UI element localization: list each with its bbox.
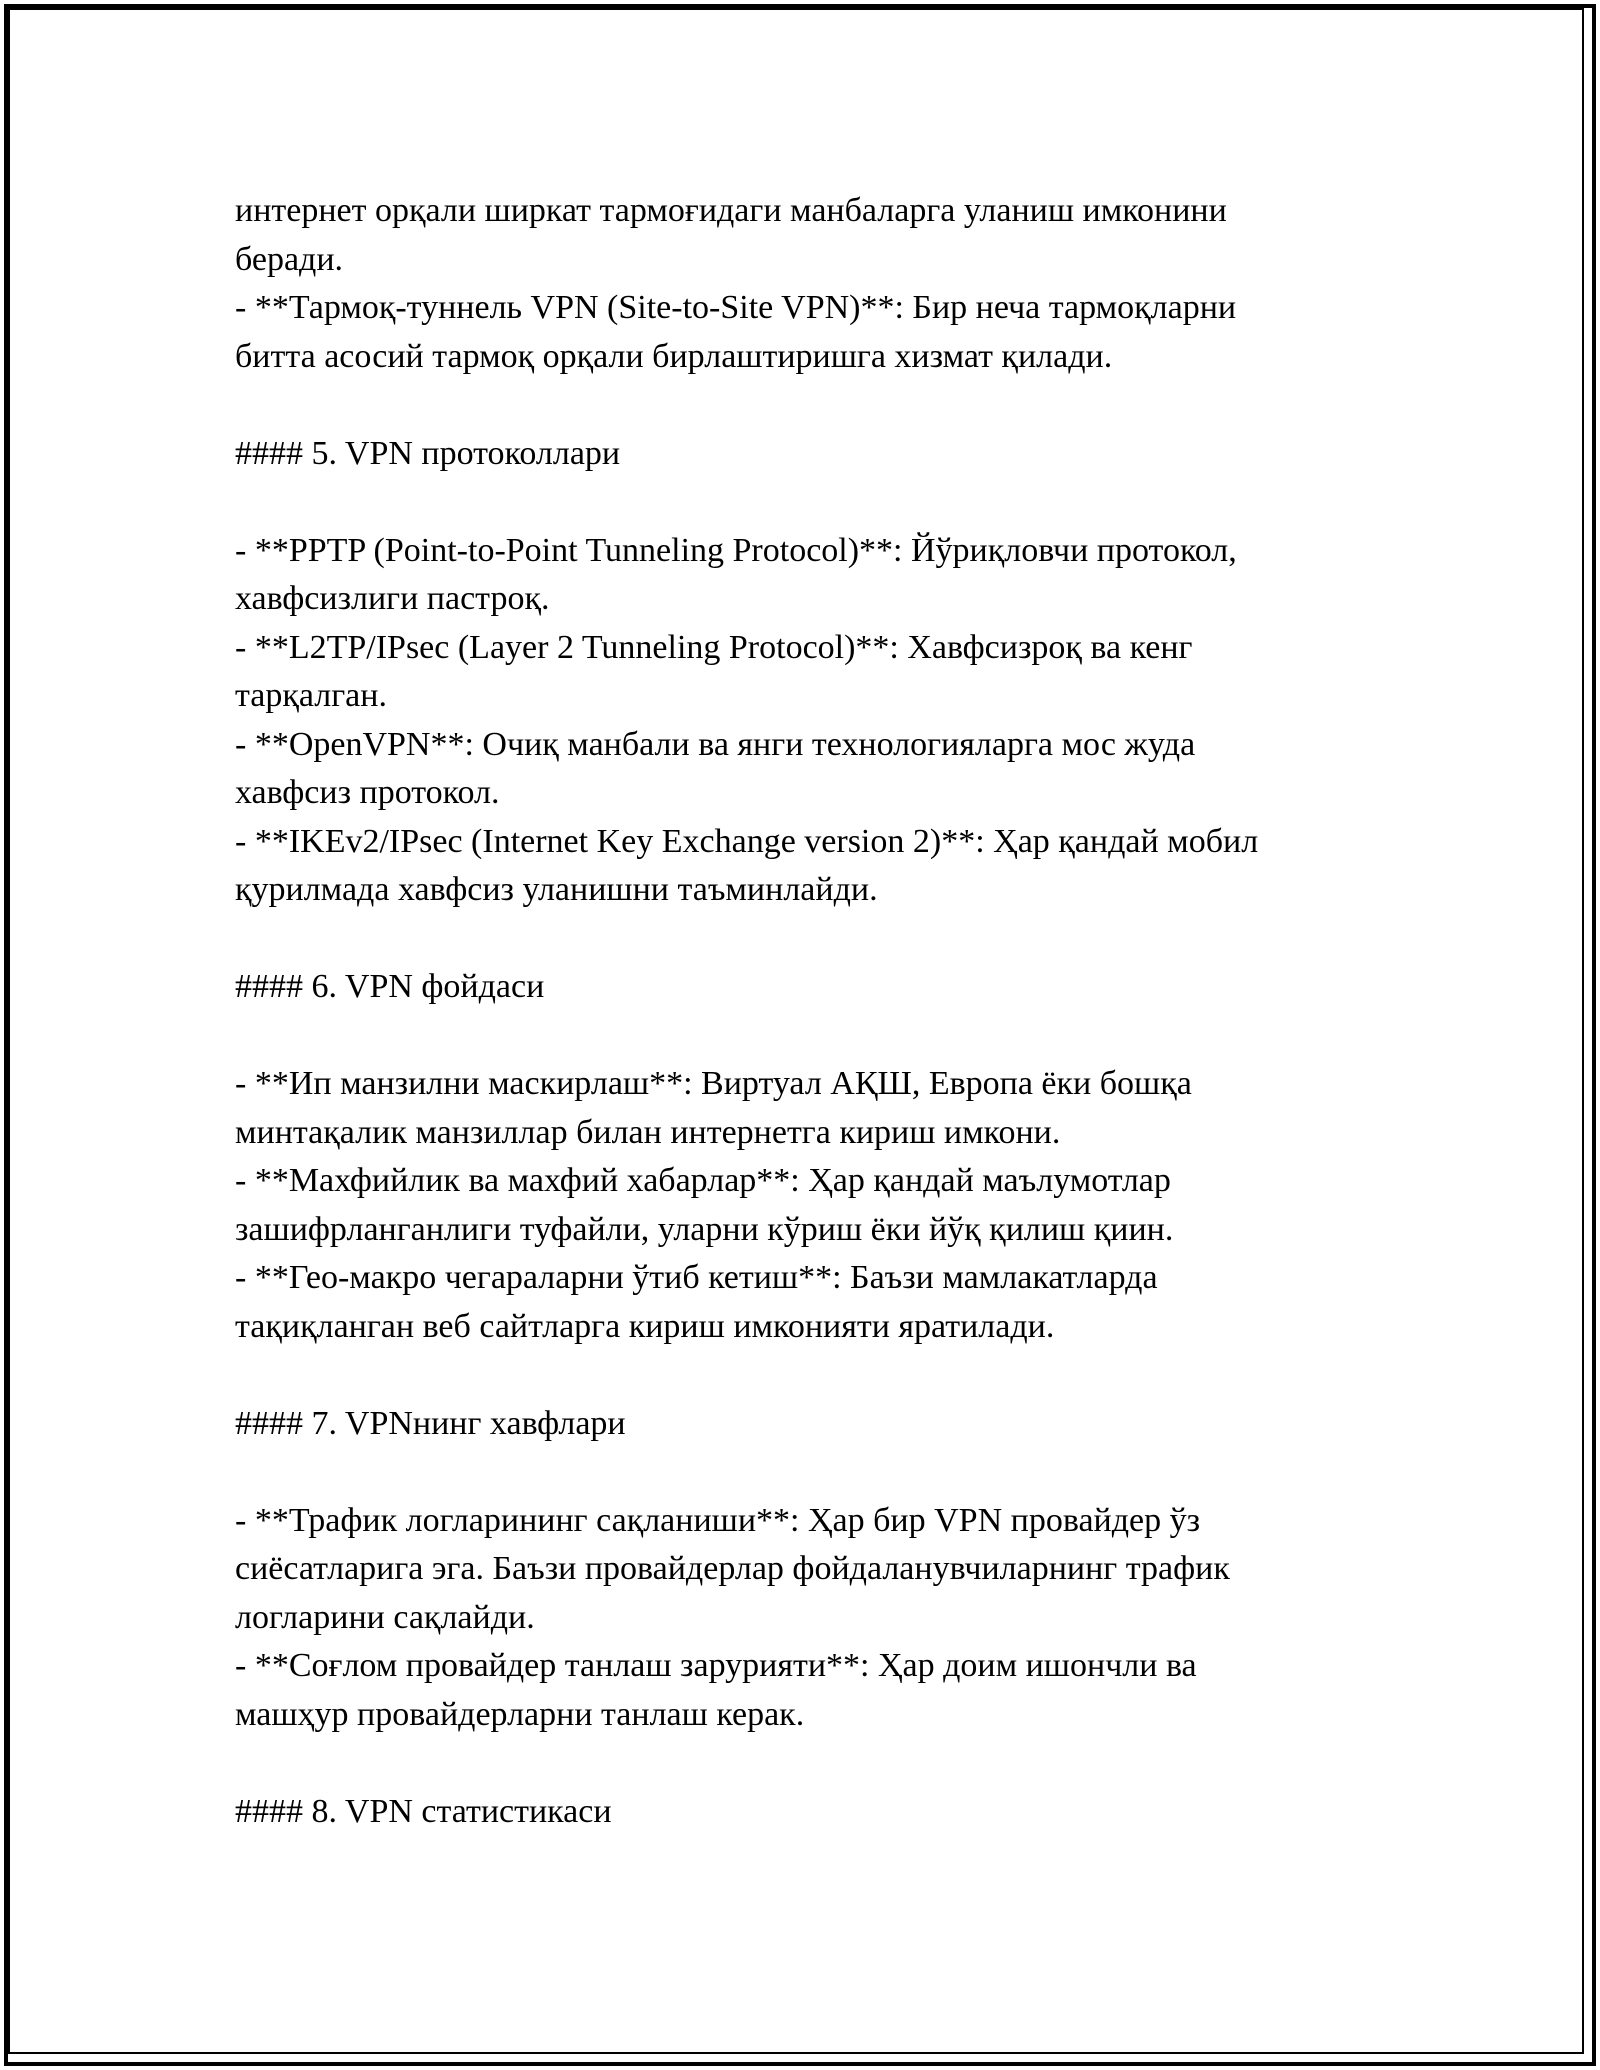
- list-item-line: - **OpenVPN**: Очиқ манбали ва янги технологияларга мос жуда: [235, 725, 1196, 763]
- blank-line: [235, 1012, 1375, 1061]
- section-heading: #### 8. VPN статистикаси: [235, 1792, 612, 1830]
- list-item-line: - **IKEv2/IPsec (Internet Key Exchange version 2)**: Ҳар қандай мобил: [235, 822, 1259, 860]
- list-item-line: - **Соғлом провайдер танлаш зарурияти**: Ҳар доим ишончли ва: [235, 1647, 1197, 1684]
- list-item-line: - **Трафик логларининг сақланиши**: Ҳар бир VPN провайдер ўз: [235, 1501, 1201, 1539]
- text-line: зашифрланганлиги туфайли, уларни кўриш ёки йўқ қилиш қиин.: [235, 1210, 1174, 1248]
- text-line: тарқалган.: [235, 677, 387, 714]
- blank-line: [235, 1739, 1375, 1788]
- text-line: интернет орқали ширкат тармоғидаги манбаларга уланиш имконини: [235, 192, 1227, 229]
- text-line: сиёсатларига эга. Баъзи провайдерлар фойдаланувчиларнинг трафик: [235, 1550, 1230, 1587]
- list-item-line: - **Махфийлик ва махфий хабарлар**: Ҳар қандай маълумотлар: [235, 1162, 1171, 1199]
- list-item-line: - **Ип манзилни маскирлаш**: Виртуал АҚШ, Европа ёки бошқа: [235, 1065, 1192, 1102]
- section-heading: #### 6. VPN фойдаси: [235, 968, 545, 1005]
- document-body: [235, 187, 1375, 1836]
- text-line: хавфсизлиги пастроқ.: [235, 580, 550, 617]
- text-line: хавфсиз протокол.: [235, 774, 500, 811]
- section-heading: #### 7. VPNнинг хавфлари: [235, 1404, 626, 1442]
- list-item-line: - **Гео-макро чегараларни ўтиб кетиш**: Баъзи мамлакатларда: [235, 1259, 1158, 1296]
- blank-line: [235, 1448, 1375, 1497]
- section-heading: #### 5. VPN протоколлари: [235, 434, 621, 472]
- text-line: битта асосий тармоқ орқали бирлаштиришга хизмат қилади.: [235, 337, 1113, 375]
- list-item-line: - **L2TP/IPsec (Layer 2 Tunneling Protocol)**: Хавфсизроқ ва кенг: [235, 628, 1193, 666]
- list-item-line: - **Тармоқ-туннель VPN (Site-to-Site VPN)**: Бир неча тармоқларни: [235, 289, 1237, 326]
- text-line: логларини сақлайди.: [235, 1598, 535, 1636]
- blank-line: [235, 1351, 1375, 1400]
- blank-line: [235, 915, 1375, 964]
- blank-line: [235, 478, 1375, 527]
- blank-line: [235, 381, 1375, 430]
- text-line: қурилмада хавфсиз уланишни таъминлайди.: [235, 871, 878, 908]
- list-item-line: - **PPTP (Point-to-Point Tunneling Protocol)**: Йўриқловчи протокол,: [235, 531, 1237, 569]
- text-line: минтақалик манзиллар билан интернетга кириш имкони.: [235, 1113, 1061, 1151]
- text-line: беради.: [235, 240, 344, 278]
- text-line: машҳур провайдерларни танлаш керак.: [235, 1695, 805, 1733]
- text-line: тақиқланган веб сайтларга кириш имконияти яратилади.: [235, 1307, 1055, 1345]
